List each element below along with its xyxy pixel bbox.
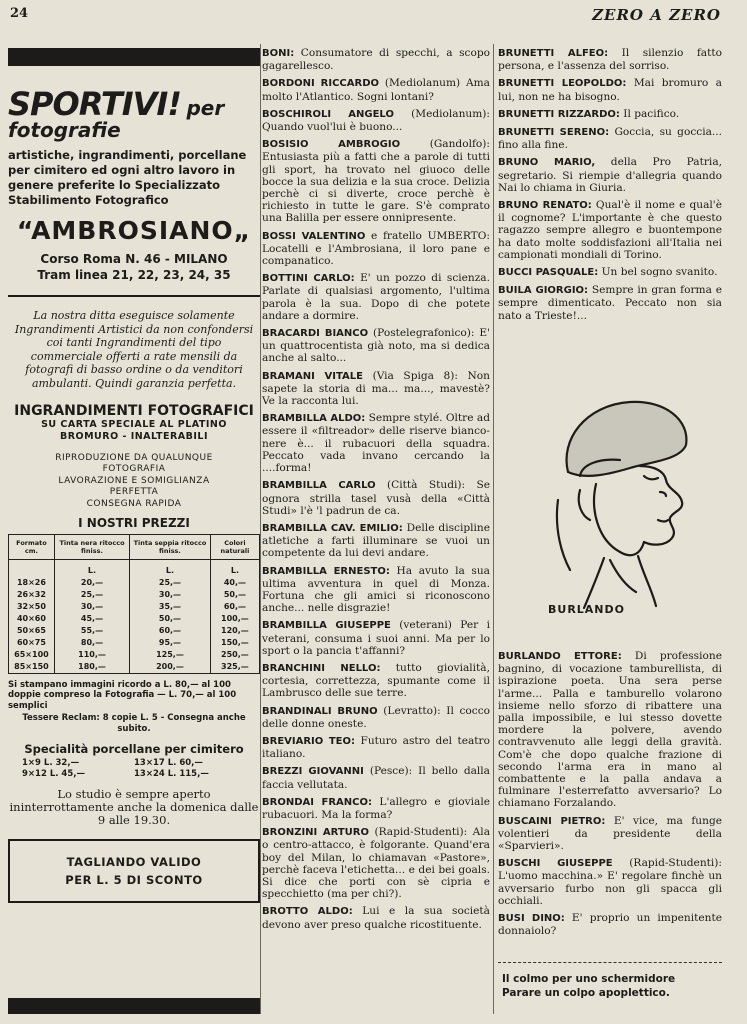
enlargements-sub2: BROMURO - INALTERABILI (59, 430, 209, 442)
entry-name: BRAMANI VITALE (262, 370, 363, 382)
entry-name: BUCCI PASQUALE: (498, 267, 599, 279)
ad-subhead: artistiche, ingrandimenti, porcellane per cimitero ed ogni altro lavoro in genere preferite lo Specializzato Stabilimento Fotografico (8, 148, 247, 207)
price-cell: 150,— (210, 637, 259, 649)
studio-name: “AMBROSIANO„ (16, 216, 252, 245)
ad-headline (8, 85, 260, 142)
entry (498, 108, 722, 121)
price-unit (9, 560, 55, 577)
entry (262, 565, 490, 615)
address-line: Corso Roma N. 46 - MILANO (40, 252, 228, 266)
entry-text: E' proprio un impenitente donnaiolo? (498, 912, 722, 938)
porcelain-price: 13×17 L. 60,— (134, 758, 203, 769)
entry (262, 735, 490, 760)
entry (262, 705, 490, 730)
ad-headline-small: per fotografie (8, 96, 225, 142)
price-header: Tinta seppia ritocco finiss. (130, 535, 211, 560)
entry-name: BRUNETTI ALFEO: (498, 48, 609, 59)
porcelain-price: 1×9 L. 32,— (22, 758, 80, 769)
entry-name: BRONDAI FRANCO: (262, 796, 372, 808)
service-item: RIPRODUZIONE DA QUALUNQUE (55, 452, 213, 463)
tessere-note: Tessere Reclam: 8 copie L. 5 - Consegna anche subito. (22, 713, 246, 734)
entry-text: E' vice, ma funge volentieri da presidente della «Sparvieri». (498, 814, 723, 853)
entry-name: BRUNO MARIO, (498, 157, 596, 169)
print-note: Si stampano immagini ricordo a L. 80,— al 100 doppie compreso la Fotografia — L. 70,— al 100 semplici (8, 679, 237, 711)
footer-divider (498, 962, 722, 963)
entry (262, 826, 490, 900)
entry-text: tutto giovialità, cortesia, correttezza, spumante come il Lambrusco delle sue terre. (262, 661, 490, 700)
entry-text: (Gandolfo): Entusiasta più a fatti che a parole di tutti gli sport, ha trovato nel giuoco delle bocce la sua delizia e la sua croce. Delizia perchè ci si diverte, croce perchè è richiesto in tutte le gare. S'è comprato una Balilla per essere onnipresente. (262, 138, 490, 225)
entry-text: (Levratto): Il cocco delle donne oneste. (262, 704, 491, 730)
entries-column-3 (498, 47, 722, 327)
discount-coupon[interactable] (8, 839, 260, 903)
price-row (9, 577, 260, 589)
price-cell: 250,— (210, 649, 259, 661)
coupon-line1: TAGLIANDO VALIDO (66, 855, 202, 870)
entry (262, 765, 490, 790)
entry-text: Goccia, su goccia... fino alla fine. (498, 126, 723, 152)
price-cell: 60,— (130, 625, 211, 637)
entry (262, 619, 490, 657)
price-table (8, 534, 260, 674)
price-cell: 30,— (54, 601, 129, 613)
entry (498, 266, 722, 279)
price-cell: 325,— (210, 661, 259, 674)
joke-line1: Il colmo per uno schermidore (502, 973, 676, 985)
entry (262, 327, 490, 365)
entry (498, 815, 722, 853)
entry-text: Consumatore di specchi, a scopo gagarellesco. (262, 47, 490, 73)
price-cell: 80,— (54, 637, 129, 649)
entry-text: (Pesce): Il bello dalla faccia vellutata. (262, 765, 491, 791)
price-cell: 85×150 (9, 661, 55, 674)
entry-text: Qual'è il nome e qual'è il cognome? L'importante è che questo ragazzo sempre allegro e buontempone ha dato molte soddisfazioni all'Italia nei campionati mondiali di Torino. (498, 199, 722, 261)
entry (498, 199, 722, 261)
entry-text: (Rapid-Studenti): Ala o centro-attacco, è folgorante. Quand'era boy del Milan, lo chiamavan «Pastore», perchè faceva l'etichetta... e dei bei goals. Si dice che porti con sè cipria e specchietto (ma per chi?). (262, 826, 491, 901)
price-cell: 125,— (130, 649, 211, 661)
entry-name: BRACARDI BIANCO (262, 328, 369, 340)
price-row (9, 613, 260, 625)
price-cell: 120,— (210, 625, 259, 637)
service-item: FOTOGRAFIA (102, 464, 166, 475)
price-header: Tinta nera ritocco finiss. (54, 535, 129, 560)
entry-text: Delle discipline atletiche a farti illuminare se vuoi un competente da lui devi andare. (262, 521, 490, 560)
price-cell: 18×26 (9, 577, 55, 589)
price-unit: L. (54, 560, 129, 577)
entry-text: (veterani) Per i veterani, consuma i suoi anni. Ma per lo sport o la pancia t'affanni? (262, 619, 490, 657)
enlargements-sub1: SU CARTA SPECIALE AL PLATINO (41, 418, 227, 430)
entry-text: Di professione bagnino, di vocazione tamburellista, di ispirazione poeta. Una sera perse l'arme... Palla e tamburello volarono insieme nello sforzo di ribattere una palla impossibile, e lui stesso dovette mordere la polvere, avendo contravvenuto alle leggi della gravità. Com'è che dopo qualche frazione di secondo l'arma era in mano al combattente e la palla andava a fulminare l'esterrefatto avversario? Lo chiamano Forzalando. (498, 650, 722, 810)
price-cell: 200,— (130, 661, 211, 674)
entry-name: BOSCHIROLI ANGELO (262, 108, 394, 120)
price-unit-row (9, 560, 260, 577)
price-unit: L. (210, 560, 259, 577)
entry (262, 230, 490, 268)
service-item: LAVORAZIONE E SOMIGLIANZA (58, 475, 210, 486)
entry-name: BRAMBILLA ALDO: (262, 413, 366, 425)
entry-text: della Pro Patria, segretario. Si riempie d'allegria quando Nai lo chiama in Giuria. (498, 156, 722, 194)
price-cell: 180,— (54, 661, 129, 674)
price-cell: 60×75 (9, 637, 55, 649)
entry (262, 905, 490, 930)
services-list (8, 453, 260, 511)
entry-text: E' un pozzo di scienza. Parlate di qualsiasi argomento, l'ultima parola è la sua. Dopo di che potete andare a dormire. (262, 272, 490, 322)
price-cell: 40,— (210, 577, 259, 589)
price-row (9, 649, 260, 661)
entry-text: Futuro astro del teatro italiano. (262, 734, 490, 761)
entry-name: BRAMBILLA CAV. EMILIO: (262, 522, 403, 534)
entry-text: Il pacifico. (623, 107, 680, 120)
entry-name: BREVIARIO TEO: (262, 735, 356, 747)
entry-name: BREZZI GIOVANNI (262, 766, 364, 778)
entry-text: e fratello UMBERTO: Locatelli e l'Ambrosiana, il loro pane e companatico. (262, 229, 490, 268)
entry-text: L'allegro e gioviale rubacuori. Ma la forma? (262, 795, 490, 821)
entry-text: Sempre stylé. Oltre ad essere il «filtreador» delle riserve bianco-nere è... il rubacuori della squadra. Peccato vada invano cercando la ....forma! (262, 412, 491, 475)
price-cell: 32×50 (9, 601, 55, 613)
magazine-title: ZERO A ZERO (592, 6, 721, 24)
sketch-caption: BURLANDO (548, 603, 625, 616)
entry (498, 156, 722, 194)
entry (498, 284, 722, 322)
entry-name: BUSCAINI PIETRO: (498, 815, 606, 827)
entry-name: BUSI DINO: (498, 913, 565, 925)
studio-address (8, 251, 260, 283)
entry (262, 796, 490, 821)
entry-name: BOSISIO AMBROGIO (262, 139, 401, 151)
entry-name: BROTTO ALDO: (262, 906, 353, 918)
joke-footer (502, 972, 722, 1000)
coupon-line2: PER L. 5 DI SCONTO (65, 873, 203, 888)
entry-name: BRAMBILLA CARLO (262, 480, 376, 492)
entry-name: BUILA GIORGIO: (498, 285, 589, 297)
price-cell: 50,— (130, 613, 211, 625)
price-cell: 60,— (210, 601, 259, 613)
entry-text: Ha avuto la sua ultima avventura in quel di Monza. Fortuna che gli amici si riconoscono anche... nelle disgrazie! (262, 564, 491, 615)
entry (262, 662, 490, 700)
price-cell: 50×65 (9, 625, 55, 637)
price-unit: L. (130, 560, 211, 577)
entry (262, 108, 490, 133)
price-row (9, 601, 260, 613)
porcelain-title: Specialità porcellane per cimitero (24, 742, 244, 757)
price-row (9, 661, 260, 674)
price-header: Colori naturali (210, 535, 259, 560)
entries-column-3b (498, 650, 722, 942)
entry (498, 650, 722, 810)
entry-text: Sempre in gran forma e sempre dimenticato. Peccato non sia nato a Trieste!... (498, 284, 722, 322)
price-cell: 110,— (54, 649, 129, 661)
entry (498, 912, 722, 937)
entry (262, 412, 490, 474)
ad-top-bar (8, 48, 260, 66)
entry (262, 479, 490, 517)
entry (262, 138, 490, 224)
entry-name: BRUNETTI LEOPOLDO: (498, 78, 627, 90)
page-number: 24 (10, 6, 29, 21)
entry-text: (Mediolanum) Ama molto l'Atlantico. Sogni lontani? (262, 77, 490, 103)
price-row (9, 637, 260, 649)
ad-divider (8, 295, 260, 297)
entry (498, 857, 722, 907)
price-cell: 45,— (54, 613, 129, 625)
entry-name: BORDONI RICCARDO (262, 78, 379, 90)
entry-text: Lui e la sua società devono aver preso qualche ricostituente. (262, 905, 490, 931)
entries-column-2 (262, 47, 490, 936)
ad-headline-big: SPORTIVI! (8, 85, 181, 123)
entry-text: Il silenzio fatto persona, e l'assenza del sorriso. (498, 47, 722, 73)
entry-name: BUSCHI GIUSEPPE (498, 858, 613, 870)
enlargements-title: INGRANDIMENTI FOTOGRAFICI (14, 402, 254, 419)
price-row (9, 589, 260, 601)
entry-name: BOTTINI CARLO: (262, 273, 355, 285)
joke-line2: Parare un colpo apoplettico. (502, 987, 670, 999)
entry-text: (Città Studi): Se ognora strilla tasel vusà della «Città Studi» l'è 'l padrun de ca. (262, 479, 490, 517)
porcelain-price: 9×12 L. 45,— (22, 769, 85, 780)
entry-text: Mai bromuro a lui, non ne ha bisogno. (498, 77, 722, 103)
entry-name: BRAMBILLA GIUSEPPE (262, 620, 391, 632)
price-cell: 40×60 (9, 613, 55, 625)
price-cell: 50,— (210, 589, 259, 601)
price-cell: 100,— (210, 613, 259, 625)
price-cell: 25,— (54, 589, 129, 601)
entry (262, 522, 490, 560)
entry-text: (Rapid-Studenti): L'uomo macchina.» E' regolare finchè un avversario furbo non gli spacca gli occhiali. (498, 857, 722, 907)
entry-name: BRANCHINI NELLO: (262, 662, 381, 674)
entry-name: BRUNO RENATO: (498, 200, 592, 212)
price-cell: 20,— (54, 577, 129, 589)
entry-name: BONI: (262, 48, 295, 59)
price-cell: 25,— (130, 577, 211, 589)
entry (262, 47, 490, 72)
price-header-row (9, 535, 260, 560)
porcelain-price: 13×24 L. 115,— (134, 769, 209, 780)
service-item: CONSEGNA RAPIDA (86, 498, 182, 509)
entry-name: BRANDINALI BRUNO (262, 705, 378, 717)
entry (498, 77, 722, 102)
price-cell: 95,— (130, 637, 211, 649)
price-cell: 26×32 (9, 589, 55, 601)
ad-notice: La nostra ditta eseguisce solamente Ingrandimenti Artistici da non confondersi coi tanti Ingrandimenti del tipo commerciale offerti a rate mensili da fotografi di basso ordine o da venditori ambulanti. Quindi garanzia perfetta. (14, 309, 254, 390)
opening-hours: Lo studio è sempre aperto ininterrottamente anche la domenica dalle 9 alle 19.30. (9, 787, 259, 828)
price-cell: 30,— (130, 589, 211, 601)
entry-name: BRAMBILLA ERNESTO: (262, 565, 390, 577)
entry-name: BRUNETTI SERENO: (498, 127, 610, 139)
entry-text: (Via Spiga 8): Non sapete la storia di ma... ma..., mavestè? Ve la racconta lui. (262, 369, 491, 408)
column-rule (260, 44, 261, 1014)
price-body (9, 560, 260, 674)
entry (262, 370, 490, 408)
entry (262, 77, 490, 102)
price-cell: 35,— (130, 601, 211, 613)
price-row (9, 625, 260, 637)
price-cell: 55,— (54, 625, 129, 637)
entry-name: BOSSI VALENTINO (262, 230, 366, 242)
porcelain-prices (8, 758, 260, 780)
tram-line: Tram linea 21, 22, 23, 24, 35 (37, 268, 231, 282)
column-rule (493, 44, 494, 1014)
entry-text: (Mediolanum): Quando vuol'lui è buono... (262, 107, 490, 134)
entry (498, 126, 722, 151)
entry-text: (Postelegrafonico): E' un quattrocentista già noto, ma si dedica anche al salto... (262, 327, 490, 365)
burlando-caricature (540, 380, 710, 620)
price-cell: 65×100 (9, 649, 55, 661)
price-header: Formato cm. (9, 535, 55, 560)
ad-bottom-bar (8, 998, 260, 1014)
entry-name: BRUNETTI RIZZARDO: (498, 108, 620, 120)
entry-text: Un bel sogno svanito. (601, 266, 718, 279)
entry (262, 272, 490, 322)
entry (498, 47, 722, 72)
photo-studio-ad (8, 48, 260, 1014)
service-item: PERFETTA (109, 487, 159, 498)
prices-title: I NOSTRI PREZZI (78, 516, 190, 531)
entry-name: BRONZINI ARTURO (262, 827, 369, 839)
entry-name: BURLANDO ETTORE: (498, 651, 622, 662)
